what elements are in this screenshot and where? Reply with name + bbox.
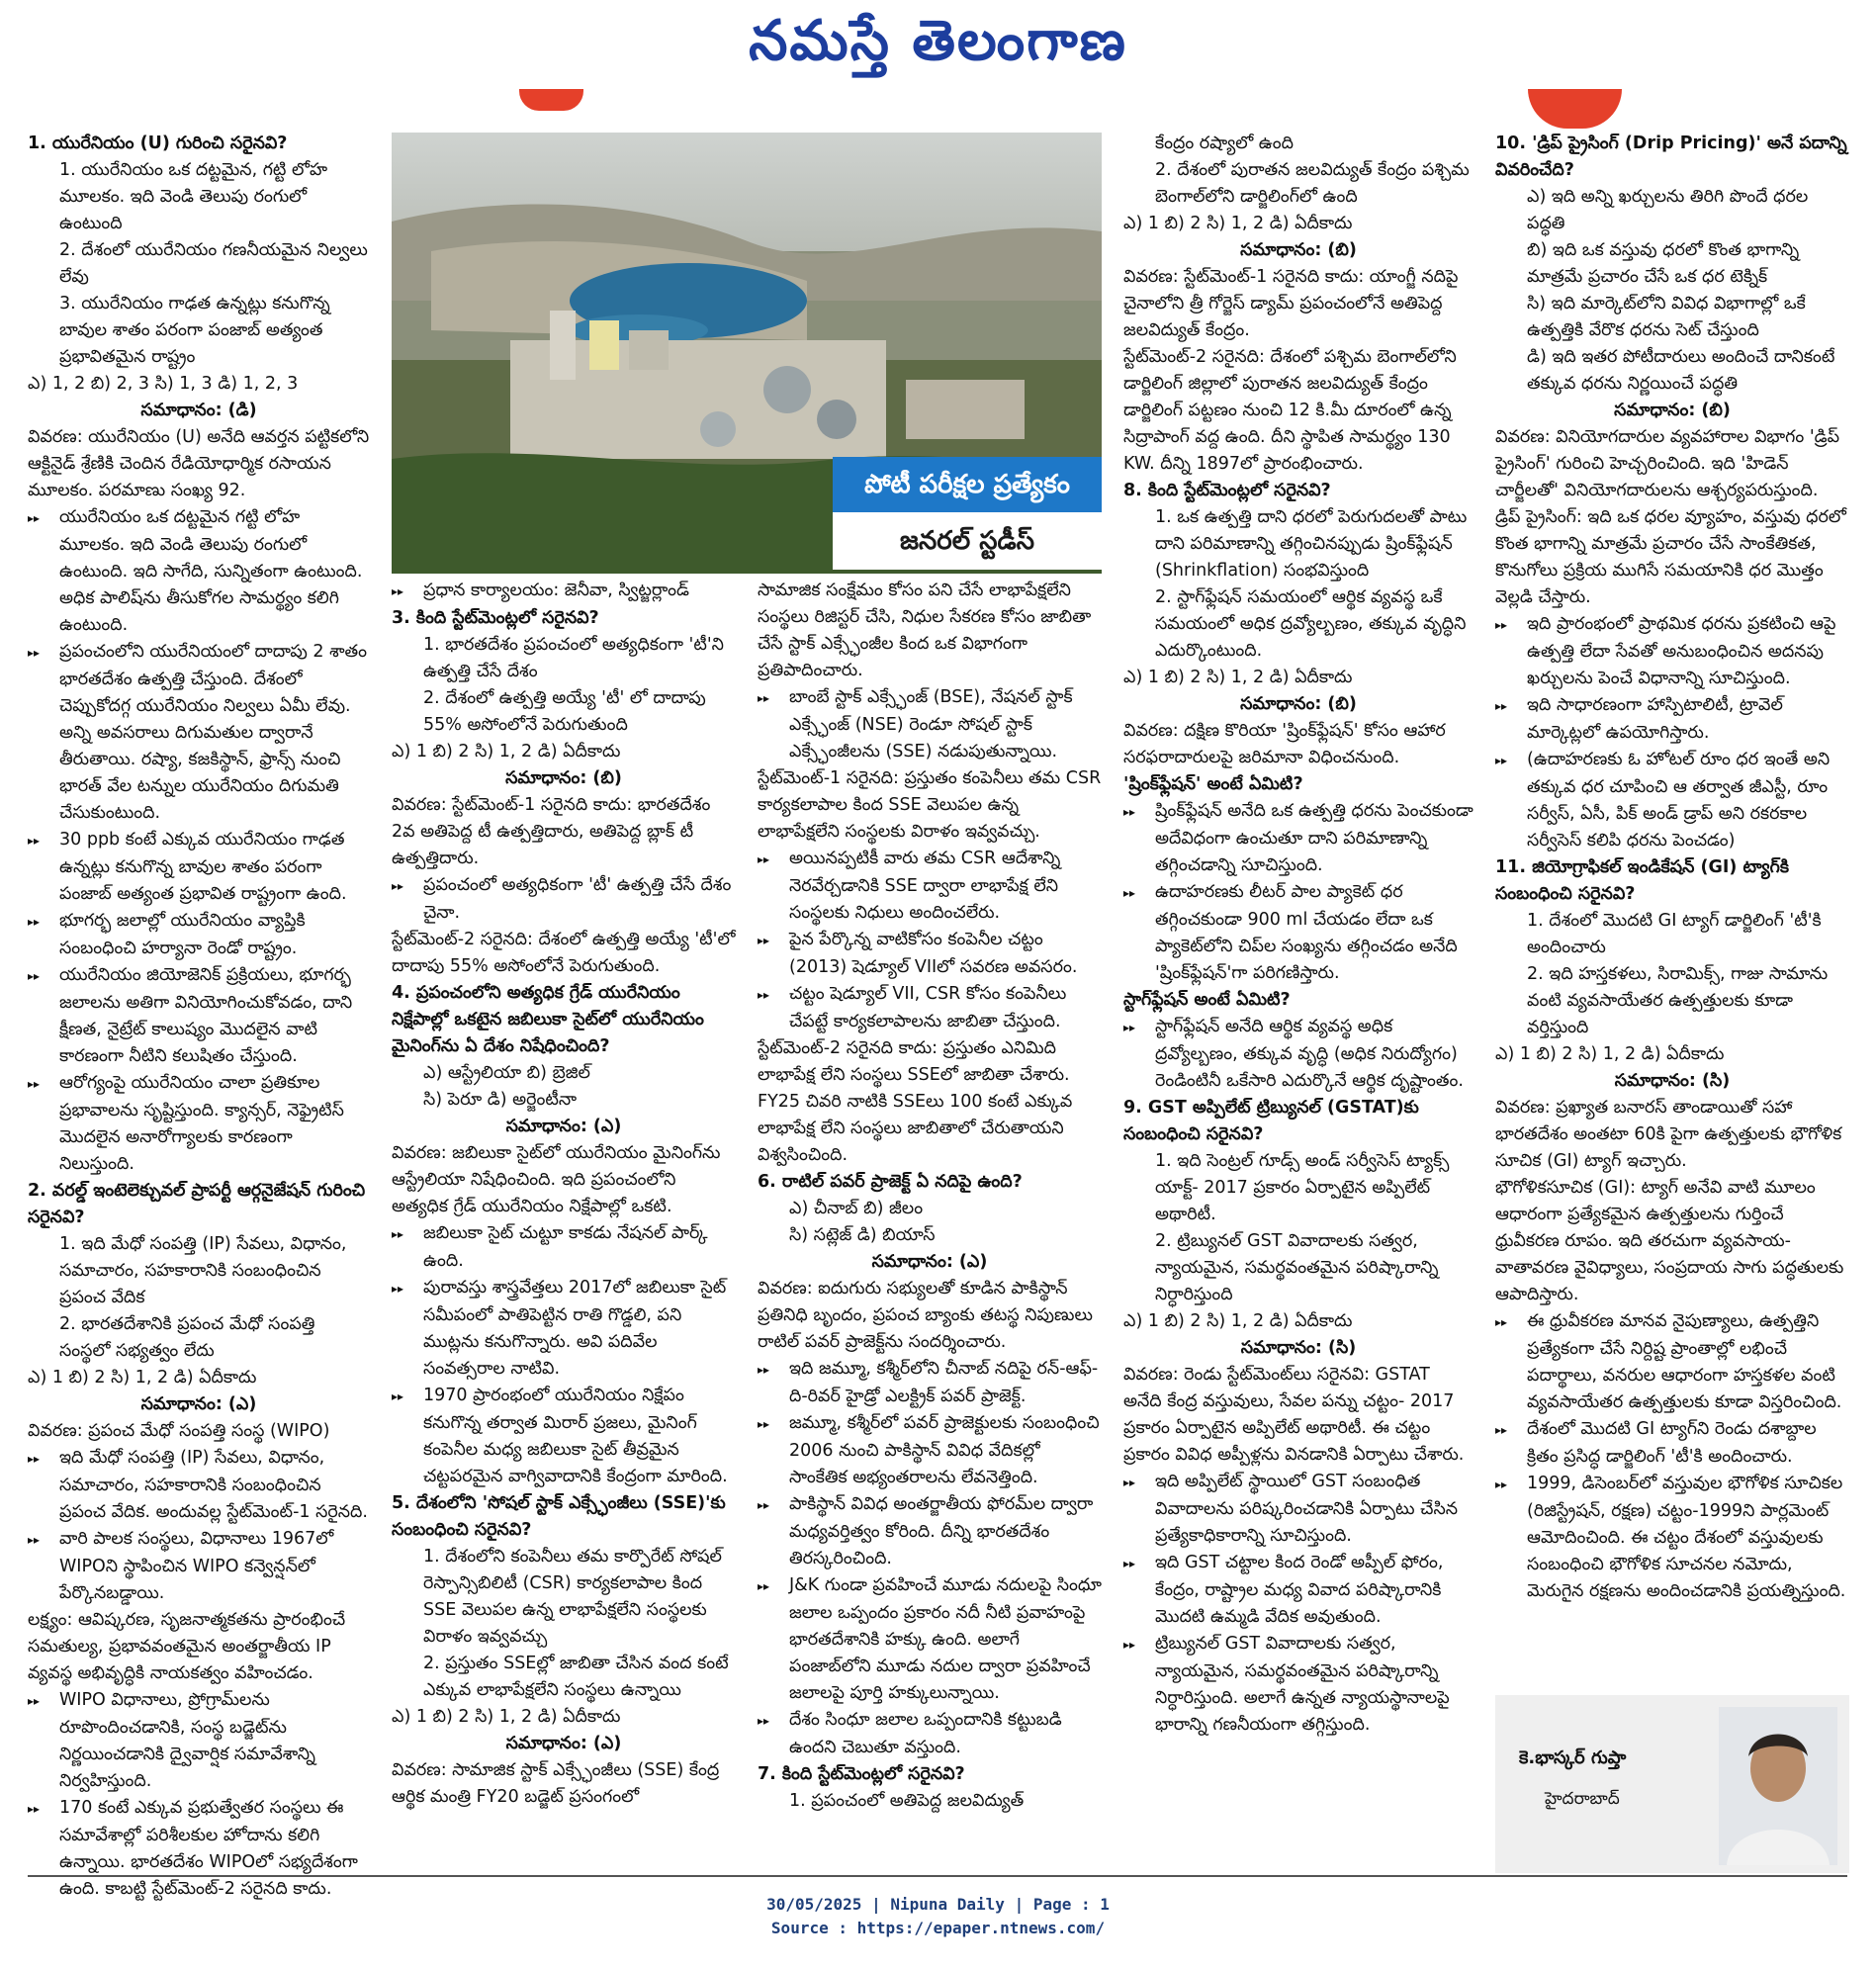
paragraph: స్టేట్‌మెంట్-2 సరైనది: దేశంలో పశ్చిమ బెంగాల్‌లోని డార్జిలింగ్ జిల్లాలో పురాతన జలవిద్యుత్ కేంద్రం డార్జిలింగ్ పట్టణం నుంచి 12 కి.మీ దూరంలో ఉన్న సిద్రాపాంగ్ వద్ద ఉంది. దీని స్థాపిత సామర్థ్యం 130 KW. దీన్ని 1897లో ప్రారంభించారు.	[1123, 347, 1457, 474]
paragraph: ▸▸ ఉదాహరణకు లీటర్ పాల ప్యాకెట్ ధర తగ్గించకుండా 900 ml చేయడం లేదా ఒక ప్యాకెట్‌లోని చిప్‌ల సంఖ్యను తగ్గించడం అనేది 'ష్రింక్‌ఫ్లేషన్'గా పరిగణిస్తారు.	[1123, 879, 1474, 987]
paragraph: 3. యురేనియం గాఢత ఉన్నట్లు కనుగొన్న బావుల శాతం పరంగా పంజాబ్ అత్యంత ప్రభావితమైన రాష్ట్రం	[59, 294, 330, 367]
paragraph: ▸▸ ప్రపంచంలో అత్యధికంగా 'టీ' ఉత్పత్తి చేసే దేశం చైనా.	[392, 872, 736, 927]
paragraph: ఎ) 1 బి) 2 సి) 1, 2 డి) ఏదీకాదు	[1123, 214, 1353, 233]
column-5	[1495, 131, 1849, 1689]
section-badge	[833, 457, 1102, 572]
paragraph: ▸▸ J&K గుండా ప్రవహించే మూడు నదులపై సింధూ జలాల ఒప్పందం ప్రకారం నదీ నీటి ప్రవాహంపై భారతదేశానికి హక్కు ఉంది. అలాగే పంజాబ్‌లోని మూడు నదుల ద్వారా ప్రవహించే జలాలపై పూర్తి హక్కులున్నాయి.	[758, 1572, 1102, 1707]
paragraph: ఎ) ఇది అన్ని ఖర్చులను తిరిగి పొందే ధరల పద్ధతి	[1527, 187, 1809, 233]
paragraph: 2. ప్రస్తుతం SSEల్లో జాబితా చేసిన వంద కంటే ఎక్కువ లాభాపేక్షలేని సంస్థలు ఉన్నాయి	[423, 1654, 729, 1700]
paragraph: ▸▸ యురేనియం జియోజెనిక్ ప్రక్రియలు, భూగర్భ జలాలను అతిగా వినియోగించుకోవడం, దాని క్షీణత, నైట్రేట్ కాలుష్యం మొదలైన వాటి కారణంగా నీటిని కలుషితం చేస్తుంది.	[28, 962, 370, 1070]
paragraph: 2. దేశంలో పురాతన జలవిద్యుత్ కేంద్రం పశ్చిమ బెంగాల్‌లోని డార్జిలింగ్‌లో ఉంది	[1155, 160, 1470, 207]
author-box	[1495, 1695, 1849, 1873]
paragraph: డ్రిప్ ప్రైసింగ్: ఇది ఒక ధరల వ్యూహం, వస్తువు ధరలో కొంత భాగాన్ని మాత్రమే ప్రచారం చేసే సాంకేతికత, కొనుగోలు ప్రక్రియ ముగిసే సమయానికి ధర మొత్తం వెల్లడి చేస్తారు.	[1495, 507, 1846, 607]
column-2	[392, 578, 736, 1861]
paragraph: ఎ) 1 బి) 2 సి) 1, 2 డి) ఏదీకాదు	[1123, 668, 1353, 687]
paragraph: ▸▸ పురావస్తు శాస్త్రవేత్తలు 2017లో జబిలుకా సైట్ సమీపంలో పాతిపెట్టిన రాతి గొడ్డలి, పని ముట్లను కనుగొన్నారు. అవి పదివేల సంవత్సరాల నాటివి.	[392, 1275, 736, 1383]
paragraph: ▸▸ ఇది ప్రారంభంలో ప్రాథమిక ధరను ప్రకటించి ఆపై ఉత్పత్తి లేదా సేవతో అనుబంధించిన అదనపు ఖర్చులను పెంచే విధానాన్ని సూచిస్తుంది.	[1495, 611, 1849, 692]
paragraph: సి) సట్లెజ్ డి) బియాస్	[789, 1225, 936, 1245]
paragraph: 'ష్రింక్‌ఫ్లేషన్' అంటే ఏమిటి?	[1123, 774, 1303, 794]
paragraph: ▸▸ ప్రపంచంలోని యురేనియంలో దాదాపు 2 శాతం భారతదేశం ఉత్పత్తి చేస్తుంది. దేశంలో చెప్పుకోదగ్గ యురేనియం నిల్వలు ఏమీ లేవు. అన్ని అవసరాలు దిగుమతుల ద్వారానే తీరుతాయి. రష్యా, కజకిస్థాన్, ఫ్రాన్స్ నుంచి భారత్ వేల టన్నుల యురేనియం దిగుమతి చేసుకుంటుంది.	[28, 639, 370, 827]
paragraph: వివరణ: ఐదుగురు సభ్యులతో కూడిన పాకిస్థాన్ ప్రతినిధి బృందం, ప్రపంచ బ్యాంకు తటస్థ నిపుణులు రాటిల్ పవర్ ప్రాజెక్ట్‌ను సందర్శించారు.	[758, 1279, 1093, 1352]
paragraph: ▸▸ ఇది జమ్మూ, కశ్మీర్‌లోని చీనాబ్ నదిపై రన్-ఆఫ్-ది-రివర్ హైడ్రో ఎలక్ట్రిక్ పవర్ ప్రాజెక్ట్.	[758, 1356, 1102, 1410]
paragraph: ▸▸ జబిలుకా సైట్ చుట్టూ కాకడు నేషనల్ పార్క్ ఉంది.	[392, 1220, 736, 1275]
question: 3. కింది స్టేట్‌మెంట్లలో సరైనవి?	[392, 608, 599, 628]
answer: సమాధానం: (సి)	[1240, 1338, 1357, 1358]
paragraph: 2. ఇది హస్తకళలు, సిరామిక్స్, గాజు సామాను వంటి వ్యవసాయేతర ఉత్పత్తులకు కూడా వర్తిస్తుంది	[1527, 964, 1829, 1037]
decorative-shape-left	[519, 89, 583, 111]
question: 1. యురేనియం (U) గురించి సరైనవి?	[28, 134, 288, 153]
badge-line-2: జనరల్ స్టడీస్	[833, 512, 1102, 570]
paragraph: ఎ) చీనాబ్ బి) జీలం	[789, 1199, 924, 1218]
paragraph: ▸▸ (ఉదాహరణకు ఓ హోటల్ రూం ధర ఇంతే అని తక్కువ ధర చూపించి ఆ తర్వాత జీఎస్టీ, రూం సర్వీస్, ఏసీ, పిక్ అండ్ డ్రాప్ అని రకరకాల సర్వీసెస్ కలిపి ధరను పెంచడం)	[1495, 747, 1849, 854]
paragraph: వివరణ: రెండు స్టేట్‌మెంట్‌లు సరైనవి: GSTAT అనేది కేంద్ర వస్తువులు, సేవల పన్ను చట్టం- 2017 ప్రకారం ఏర్పాటైన అప్పిలేట్ అథారిటీ. ఈ చట్టం ప్రకారం వివిధ అప్పీళ్లను వినడానికి ఏర్పాటు చేశారు.	[1123, 1365, 1465, 1465]
paragraph: ▸▸ ష్రింక్‌ఫ్లేషన్ అనేది ఒక ఉత్పత్తి ధరను పెంచకుండా అదేవిధంగా ఉంచుతూ దాని పరిమాణాన్ని తగ్గించడాన్ని సూచిస్తుంది.	[1123, 798, 1474, 879]
decorative-shape-right	[1528, 89, 1622, 129]
paragraph: ▸▸ ఇది మేధో సంపత్తి (IP) సేవలు, విధానం, సమాచారం, సహకారానికి సంబంధించిన ప్రపంచ వేదిక. అందువల్ల స్టేట్‌మెంట్-1 సరైనది.	[28, 1445, 370, 1526]
masthead	[0, 0, 1876, 81]
answer: సమాధానం: (సి)	[1614, 1071, 1731, 1091]
question: 5. దేశంలోని 'సోషల్ స్టాక్ ఎక్స్ఛేంజీలు (SSE)'కు సంబంధించి సరైనవి?	[392, 1493, 726, 1540]
question: 11. జియోగ్రాఫికల్ ఇండికేషన్ (GI) ట్యాగ్‌కి సంబంధించి సరైనవి?	[1495, 857, 1789, 904]
question: 6. రాటిల్ పవర్ ప్రాజెక్ట్ ఏ నదిపై ఉంది?	[758, 1172, 1023, 1192]
question: 4. ప్రపంచంలోని అత్యధిక గ్రేడ్ యురేనియం నిక్షేపాల్లో ఒకటైన జబిలుకా సైట్‌లో యురేనియం మైనింగ్‌ను ఏ దేశం నిషేధించింది?	[392, 983, 704, 1056]
paragraph: వివరణ: సామాజిక స్టాక్ ఎక్స్ఛేంజీలు (SSE) కేంద్ర ఆర్థిక మంత్రి FY20 బడ్జెట్ ప్రసంగంలో	[392, 1760, 720, 1807]
paragraph: ఎ) 1, 2 బి) 2, 3 సి) 1, 3 డి) 1, 2, 3	[28, 374, 299, 394]
paragraph: 1. దేశంలోని కంపెనీలు తమ కార్పొరేట్ సోషల్ రెస్పాన్సిబిలిటీ (CSR) కార్యకలాపాల కింద SSE వెలుపల ఉన్న లాభాపేక్షలేని సంస్థలకు విరాళం ఇవ్వవచ్చు	[423, 1547, 722, 1647]
paragraph: లక్ష్యం: ఆవిష్కరణ, సృజనాత్మకతను ప్రారంభించే సమతుల్య, ప్రభావవంతమైన అంతర్జాతీయ IP వ్యవస్థ అభివృద్ధికి నాయకత్వం వహించడం.	[28, 1610, 346, 1683]
question: 7. కింది స్టేట్‌మెంట్లలో సరైనవి?	[758, 1764, 965, 1784]
paragraph: ▸▸ దేశంలో మొదటి GI ట్యాగ్‌ని రెండు దశాబ్దాల క్రితం ప్రసిద్ధ డార్జిలింగ్ 'టీ'కి అందించారు.	[1495, 1416, 1849, 1471]
paragraph: ఎ) 1 బి) 2 సి) 1, 2 డి) ఏదీకాదు	[1123, 1311, 1353, 1331]
column-3	[758, 578, 1102, 1861]
author-city: హైదరాబాద్	[1545, 1789, 1620, 1809]
paragraph: సి) పెరూ డి) అర్జెంటీనా	[423, 1090, 578, 1110]
paragraph: ▸▸ అయినప్పటికీ వారు తమ CSR ఆదేశాన్ని నెరవేర్చడానికి SSE ద్వారా లాభాపేక్ష లేని సంస్థలకు నిధులు అందించలేరు.	[758, 846, 1102, 927]
paragraph: ▸▸ ఈ ధ్రువీకరణ మానవ నైపుణ్యాలు, ఉత్పత్తిని ప్రత్యేకంగా చేసే నిర్దిష్ట ప్రాంతాల్లో లభించే పదార్థాలు, వనరుల ఆధారంగా హస్తకళల వంటి వ్యవసాయేతర ఉత్పత్తులకు కూడా విస్తరించింది.	[1495, 1308, 1849, 1416]
paragraph: ▸▸ 1999, డిసెంబర్‌లో వస్తువుల భౌగోళిక సూచికల (రిజిస్ట్రేషన్, రక్షణ) చట్టం-1999ని పార్లమెంట్ ఆమోదించింది. ఈ చట్టం దేశంలో వస్తువులకు సంబంధించి భౌగోళిక సూచనల నమోదు, మెరుగైన రక్షణను అందించడానికి ప్రయత్నిస్తుంది.	[1495, 1471, 1849, 1605]
answer: సమాధానం: (బి)	[1614, 401, 1731, 420]
footer	[0, 1893, 1876, 1940]
paragraph: వివరణ: వినియోగదారుల వ్యవహారాల విభాగం 'డ్రిప్ ప్రైసింగ్' గురించి హెచ్చరించింది. ఇది 'హిడెన్ చార్జీలతో' వినియోగదారులను ఆశ్చర్యపరుస్తుంది.	[1495, 427, 1840, 500]
paragraph: ఎ) 1 బి) 2 సి) 1, 2 డి) ఏదీకాదు	[28, 1368, 257, 1388]
paragraph: 2. ట్రిబ్యునల్ GST వివాదాలకు సత్వర, న్యాయమైన, సమర్థవంతమైన పరిష్కారాన్ని నిర్ధారిస్తుంది	[1155, 1231, 1439, 1304]
paragraph: డి) ఇది ఇతర పోటీదారులు అందించే దానికంటే తక్కువ ధరను నిర్ణయించే పద్ధతి	[1527, 347, 1835, 394]
answer: సమాధానం: (ఎ)	[505, 1734, 622, 1753]
paragraph: స్టేట్‌మెంట్-2 సరైనది: దేశంలో ఉత్పత్తి అయ్యే 'టీ'లో దాదాపు 55% అసోంలోనే పెరుగుతుంది.	[392, 930, 736, 976]
question: 9. GST అప్పిలేట్ ట్రిబ్యునల్ (GSTAT)కు సంబంధించి సరైనవి?	[1123, 1098, 1419, 1144]
paragraph: సామాజిక సంక్షేమం కోసం పని చేసే లాభాపేక్షలేని సంస్థలు రిజిస్టర్ చేసి, నిధుల సేకరణ కోసం జాబితా చేసే స్టాక్ ఎక్స్ఛేంజీల కింద ఒక విభాగంగా ప్రతిపాదించారు.	[758, 581, 1092, 680]
paragraph: వివరణ: స్టేట్‌మెంట్-1 సరైనది కాదు: భారతదేశం 2వ అతిపెద్ద టీ ఉత్పత్తిదారు, అతిపెద్ద బ్లాక్ టీ ఉత్పత్తిదారు.	[392, 795, 711, 868]
paragraph: ▸▸ ఇది అప్పిలేట్ స్థాయిలో GST సంబంధిత వివాదాలను పరిష్కరించడానికి ఏర్పాటు చేసిన ప్రత్యేకాధికారాన్ని సూచిస్తుంది.	[1123, 1469, 1474, 1550]
paragraph: ▸▸ దేశం సింధూ జలాల ఒప్పందానికి కట్టుబడి ఉందని చెబుతూ వస్తుంది.	[758, 1707, 1102, 1761]
paragraph: ఎ) 1 బి) 2 సి) 1, 2 డి) ఏదీకాదు	[392, 742, 621, 761]
answer: సమాధానం: (బి)	[1240, 240, 1357, 260]
paragraph: ▸▸ యురేనియం ఒక దట్టమైన గట్టి లోహ మూలకం. ఇది వెండి తెలుపు రంగులో ఉంటుంది. ఇది సాగేది, సున్నితంగా ఉంటుంది. అధిక పాలిష్‌ను తీసుకోగల సామర్థ్యం కలిగి ఉంటుంది.	[28, 504, 370, 639]
paragraph: వివరణ: స్టేట్‌మెంట్-1 సరైనది కాదు: యాంగ్జీ నదిపై చైనాలోని త్రీ గోర్జెస్ డ్యామ్ ప్రపంచంలోనే అతిపెద్ద జలవిద్యుత్ కేంద్రం.	[1123, 267, 1459, 340]
paragraph: 1. భారతదేశం ప్రపంచంలో అత్యధికంగా 'టీ'ని ఉత్పత్తి చేసే దేశం	[423, 635, 724, 681]
author-name: కె.భాస్కర్ గుప్తా	[1519, 1747, 1627, 1768]
paragraph: ▸▸ ట్రిబ్యునల్ GST వివాదాలకు సత్వర, న్యాయమైన, సమర్థవంతమైన పరిష్కారాన్ని నిర్ధారిస్తుంది. అలాగే ఉన్నత న్యాయస్థానాలపై భారాన్ని గణనీయంగా తగ్గిస్తుంది.	[1123, 1631, 1474, 1739]
paragraph: ▸▸ జమ్మూ, కశ్మీర్‌లో పవర్ ప్రాజెక్టులకు సంబంధించి 2006 నుంచి పాకిస్థాన్ వివిధ వేదికల్లో సాంకేతిక అభ్యంతరాలను లేవనెత్తింది.	[758, 1410, 1102, 1491]
paragraph: 2. దేశంలో ఉత్పత్తి అయ్యే 'టీ' లో దాదాపు 55% అసోంలోనే పెరుగుతుంది	[423, 688, 706, 735]
footer-date-line: 30/05/2025 | Nipuna Daily | Page : 1	[766, 1895, 1110, 1914]
paragraph: స్టేట్‌మెంట్-2 సరైనది కాదు: ప్రస్తుతం ఎనిమిది లాభాపేక్ష లేని సంస్థలు SSEలో జాబితా చేశారు. FY25 చివరి నాటికి SSEలు 100 కంటే ఎక్కువ లాభాపేక్ష లేని సంస్థలు జాబితాలో చేరుతాయని విశ్వసించింది.	[758, 1038, 1073, 1165]
paragraph: భౌగోళికసూచిక (GI): ట్యాగ్ అనేవి వాటి మూలం ఆధారంగా ప్రత్యేకమైన ఉత్పత్తులను గుర్తించే ధ్రువీకరణ రూపం. ఇది తరచుగా వ్యవసాయ-వాతావరణ వైవిధ్యాలు, సంప్రదాయ సాగు పద్ధతులకు ఆపాదిస్తారు.	[1495, 1178, 1844, 1304]
author-photo	[1719, 1707, 1837, 1865]
paragraph: వివరణ: ప్రఖ్యాత బనారస్ తాండాయితో సహా భారతదేశం అంతటా 60కి పైగా ఉత్పత్తులకు భౌగోళిక సూచిక (GI) ట్యాగ్ ఇచ్చారు.	[1495, 1098, 1842, 1171]
paragraph: 2. భారతదేశానికి ప్రపంచ మేధో సంపత్తి సంస్థలో సభ్యత్వం లేదు	[59, 1314, 315, 1361]
paragraph: 1. ఇది మేధో సంపత్తి (IP) సేవలు, విధానం, సమాచారం, సహకారానికి సంబంధించిన ప్రపంచ వేదిక	[59, 1234, 347, 1307]
column-4	[1123, 131, 1474, 1861]
paragraph: ▸▸ పాకిస్థాన్ వివిధ అంతర్జాతీయ ఫోరమ్‌ల ద్వారా మధ్యవర్తిత్వం కోరింది. దీన్ని భారతదేశం తిరస్కరించింది.	[758, 1491, 1102, 1572]
column-1	[28, 131, 370, 1899]
paragraph: ▸▸ ఇది GST చట్టాల కింద రెండో అప్పీల్ ఫోరం, కేంద్రం, రాష్ట్రాల మధ్య వివాద పరిష్కారానికి మొదటి ఉమ్మడి వేదిక అవుతుంది.	[1123, 1550, 1474, 1631]
question: 8. కింది స్టేట్‌మెంట్లలో సరైనవి?	[1123, 481, 1331, 500]
paragraph: 1. దేశంలో మొదటి GI ట్యాగ్ డార్జిలింగ్ 'టీ'కి అందించారు	[1527, 911, 1822, 957]
paragraph: ▸▸ స్టాగ్‌ఫ్లేషన్ అనేది ఆర్థిక వ్యవస్థ అధిక ద్రవ్యోల్బణం, తక్కువ వృద్ధి (అధిక నిరుద్యోగం) రెండింటినీ ఒకేసారి ఎదుర్కొనే ఆర్థిక దృష్టాంతం.	[1123, 1014, 1474, 1095]
paragraph: ▸▸ బాంబే స్టాక్ ఎక్స్ఛేంజ్ (BSE), నేషనల్ స్టాక్ ఎక్స్ఛేంజ్ (NSE) రెండూ సోషల్ స్టాక్ ఎక్స్ఛేంజీలను (SSE) నడుపుతున్నాయి.	[758, 684, 1102, 765]
paragraph: ▸▸ WIPO విధానాలు, ప్రోగ్రామ్‌లను రూపొందించడానికి, సంస్థ బడ్జెట్‌ను నిర్ణయించడానికి ద్వైవార్షిక సమావేశాన్ని నిర్వహిస్తుంది.	[28, 1687, 370, 1795]
answer: సమాధానం: (బి)	[1240, 694, 1357, 714]
paragraph: 2. స్టాగ్‌ఫ్లేషన్ సమయంలో ఆర్థిక వ్యవస్థ ఒకే సమయంలో అధిక ద్రవ్యోల్బణం, తక్కువ వృద్ధిని ఎదుర్కొంటుంది.	[1155, 587, 1467, 661]
paragraph: ▸▸ ఆరోగ్యంపై యురేనియం చాలా ప్రతికూల ప్రభావాలను సృష్టిస్తుంది. క్యాన్సర్, నెఫ్రైటిస్ మొదలైన అనారోగ్యాలకు కారణంగా నిలుస్తుంది.	[28, 1070, 370, 1178]
paragraph: సి) ఇది మార్కెట్‌లోని వివిధ విభాగాల్లో ఒకే ఉత్పత్తికి వేరొక ధరను సెట్ చేస్తుంది	[1527, 294, 1806, 340]
answer: సమాధానం: (ఎ)	[140, 1394, 257, 1414]
paragraph: ▸▸ పైన పేర్కొన్న వాటికోసం కంపెనీల చట్టం (2013) షెడ్యూల్ VIIలో సవరణ అవసరం.	[758, 927, 1102, 981]
paragraph: ▸▸ 30 ppb కంటే ఎక్కువ యురేనియం గాఢత ఉన్నట్లు కనుగొన్న బావుల శాతం పరంగా పంజాబ్ అత్యంత ప్రభావిత రాష్ట్రంగా ఉంది.	[28, 827, 370, 908]
badge-line-1: పోటీ పరీక్షల ప్రత్యేకం	[833, 457, 1102, 512]
paragraph: ▸▸ 1970 ప్రారంభంలో యురేనియం నిక్షేపం కనుగొన్న తర్వాత మిరార్ ప్రజలు, మైనింగ్ కంపెనీల మధ్య జబిలుకా సైట్ తీవ్రమైన చట్టపరమైన వాగ్వివాదానికి కేంద్రంగా మారింది.	[392, 1383, 736, 1490]
paragraph: 1. ప్రపంచంలో అతిపెద్ద జలవిద్యుత్	[789, 1791, 1025, 1811]
paragraph: ▸▸ ఇది సాధారణంగా హాస్పిటాలిటీ, ట్రావెల్ మార్కెట్లలో ఉపయోగిస్తారు.	[1495, 692, 1849, 747]
paragraph: వివరణ: దక్షిణ కొరియా 'ష్రింక్‌ఫ్లేషన్' కోసం ఆహార సరఫరాదారులపై జరిమానా విధించనుంది.	[1123, 721, 1446, 767]
paragraph: స్టేట్‌మెంట్-1 సరైనది: ప్రస్తుతం కంపెనీలు తమ CSR కార్యకలాపాల కింద SSE వెలుపల ఉన్న లాభాపేక్షలేని సంస్థలకు విరాళం ఇవ్వవచ్చు.	[758, 768, 1102, 842]
footer-source-line: Source : https://epaper.ntnews.com/	[770, 1919, 1106, 1937]
paragraph: ఎ) 1 బి) 2 సి) 1, 2 డి) ఏదీకాదు	[392, 1707, 621, 1727]
paragraph: ▸▸ 170 కంటే ఎక్కువ ప్రభుత్వేతర సంస్థలు ఈ సమావేశాల్లో పరిశీలకుల హోదాను కలిగి ఉన్నాయి. భారతదేశం WIPOలో సభ్యదేశంగా ఉంది. కాబట్టి స్టేట్‌మెంట్-2 సరైనది కాదు.	[28, 1795, 370, 1903]
paragraph: వివరణ: ప్రపంచ మేధో సంపత్తి సంస్థ (WIPO)	[28, 1421, 330, 1441]
paragraph: ▸▸ చట్టం షెడ్యూల్ VII, CSR కోసం కంపెనీలు చేపట్టే కార్యకలాపాలను జాబితా చేస్తుంది.	[758, 981, 1102, 1035]
paragraph: 2. దేశంలో యురేనియం గణనీయమైన నిల్వలు లేవు	[59, 240, 368, 287]
newspaper-logo: నమస్తే తెలంగాణ	[749, 8, 1127, 73]
answer: సమాధానం: (ఎ)	[505, 1117, 622, 1136]
question: 2. వరల్డ్ ఇంటెలెక్చువల్ ప్రాపర్టీ ఆర్గనైజేషన్ గురించి సరైనవి?	[28, 1181, 366, 1227]
paragraph: 1. ఒక ఉత్పత్తి దాని ధరలో పెరుగుదలతో పాటు దాని పరిమాణాన్ని తగ్గించినప్పుడు ష్రింక్‌ఫ్లేషన్ (Shrinkflation) సంభవిస్తుంది	[1155, 507, 1468, 581]
paragraph: ▸▸ ప్రధాన కార్యాలయం: జెనీవా, స్విట్జర్లాండ్	[392, 578, 736, 605]
bottom-rule	[28, 1875, 1847, 1877]
question: 10. 'డ్రిప్ ప్రైసింగ్ (Drip Pricing)' అనే పదాన్ని వివరించేది?	[1495, 134, 1847, 180]
paragraph: ▸▸ వారి పాలక సంస్థలు, విధానాలు 1967లో WIPOని స్థాపించిన WIPO కన్వెన్షన్‌లో పేర్కొనబడ్డాయి.	[28, 1526, 370, 1607]
answer: సమాధానం: (ఎ)	[871, 1252, 988, 1272]
answer: సమాధానం: (బి)	[505, 768, 622, 788]
paragraph: వివరణ: యురేనియం (U) అనేది ఆవర్తన పట్టికలోని ఆక్టినైడ్ శ్రేణికి చెందిన రేడియోధార్మిక రసాయన మూలకం. పరమాణు సంఖ్య 92.	[28, 427, 370, 500]
paragraph: 1. ఇది సెంట్రల్ గూడ్స్ అండ్ సర్వీసెస్ ట్యాక్స్ యాక్ట్- 2017 ప్రకారం ఏర్పాటైన అప్పిలేట్ అథారిటీ.	[1155, 1151, 1450, 1224]
paragraph: 1. యురేనియం ఒక దట్టమైన, గట్టి లోహ మూలకం. ఇది వెండి తెలుపు రంగులో ఉంటుంది	[59, 160, 328, 233]
paragraph: బి) ఇది ఒక వస్తువు ధరలో కొంత భాగాన్ని మాత్రమే ప్రచారం చేసే ఒక ధర టెక్నిక్	[1527, 240, 1800, 287]
paragraph: ఎ) ఆస్ట్రేలియా బి) బ్రెజిల్	[423, 1063, 590, 1083]
paragraph: వివరణ: జబిలుకా సైట్‌లో యురేనియం మైనింగ్‌ను ఆస్ట్రేలియా నిషేధించింది. ఇది ప్రపంచంలోని అత్యధిక గ్రేడ్ యురేనియం నిక్షేపాల్లో ఒకటి.	[392, 1143, 721, 1216]
paragraph: స్టాగ్‌ఫ్లేషన్ అంటే ఏమిటి?	[1123, 990, 1291, 1010]
author-avatar-icon	[1719, 1707, 1837, 1865]
answer: సమాధానం: (డి)	[140, 401, 257, 420]
paragraph: ▸▸ భూగర్భ జలాల్లో యురేనియం వ్యాప్తికి సంబంధించి హర్యానా రెండో రాష్ట్రం.	[28, 908, 370, 962]
paragraph: ఎ) 1 బి) 2 సి) 1, 2 డి) ఏదీకాదు	[1495, 1044, 1725, 1064]
paragraph: కేంద్రం రష్యాలో ఉంది	[1155, 134, 1294, 153]
